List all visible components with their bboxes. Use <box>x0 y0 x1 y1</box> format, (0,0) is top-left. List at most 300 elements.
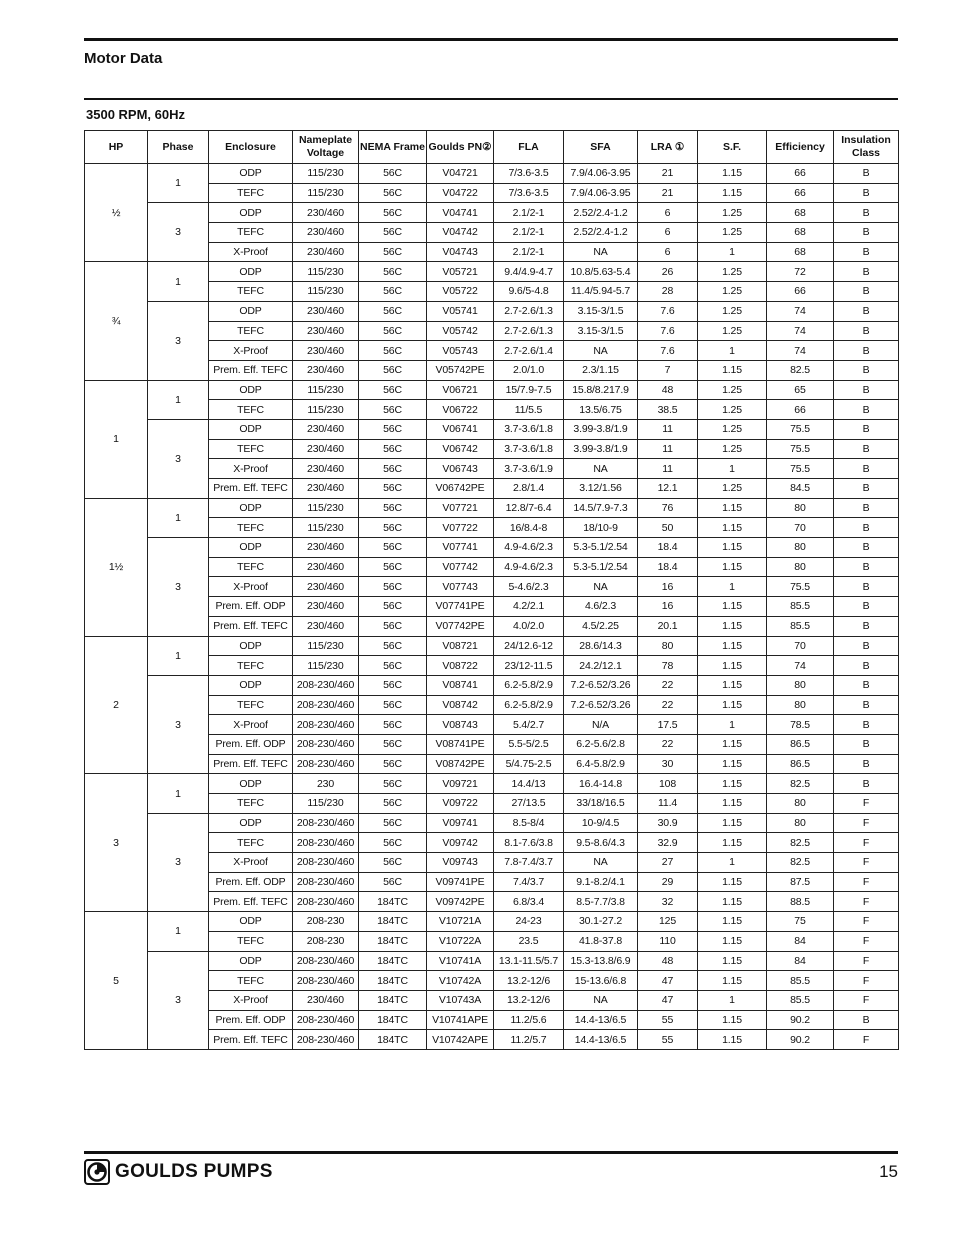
efficiency-cell: 88.5 <box>767 892 834 912</box>
enclosure-cell: TEFC <box>209 439 293 459</box>
nema-frame-cell: 56C <box>359 301 427 321</box>
insulation-class-cell: F <box>834 794 899 814</box>
insulation-class-cell: B <box>834 341 899 361</box>
goulds-pn-cell: V08742PE <box>427 754 494 774</box>
nameplate-voltage-cell: 208-230 <box>293 931 359 951</box>
nameplate-voltage-cell: 115/230 <box>293 380 359 400</box>
nema-frame-cell: 184TC <box>359 892 427 912</box>
table-row <box>85 951 899 971</box>
goulds-pn-cell: V04721 <box>427 164 494 184</box>
nema-frame-cell: 56C <box>359 616 427 636</box>
goulds-pn-cell: V07743 <box>427 577 494 597</box>
sfa-cell: 24.2/12.1 <box>564 656 638 676</box>
enclosure-cell: ODP <box>209 380 293 400</box>
sfa-cell: NA <box>564 459 638 479</box>
phase-cell: 3 <box>148 813 209 911</box>
nema-frame-cell: 184TC <box>359 990 427 1010</box>
lra-cell: 28 <box>638 282 698 302</box>
lra-cell: 7.6 <box>638 301 698 321</box>
efficiency-cell: 65 <box>767 380 834 400</box>
lra-cell: 6 <box>638 203 698 223</box>
fla-cell: 2.7-2.6/1.4 <box>494 341 564 361</box>
efficiency-cell: 82.5 <box>767 774 834 794</box>
efficiency-cell: 75.5 <box>767 459 834 479</box>
sfa-cell: N/A <box>564 715 638 735</box>
sfa-cell: 10-9/4.5 <box>564 813 638 833</box>
phase-cell: 3 <box>148 419 209 498</box>
fla-cell: 23.5 <box>494 931 564 951</box>
logo-text: GOULDS PUMPS <box>115 1161 273 1182</box>
sf-cell: 1.15 <box>698 538 767 558</box>
enclosure-cell: TEFC <box>209 223 293 243</box>
fla-cell: 4.0/2.0 <box>494 616 564 636</box>
sfa-cell: 16.4-14.8 <box>564 774 638 794</box>
insulation-class-cell: B <box>834 616 899 636</box>
fla-cell: 11.2/5.6 <box>494 1010 564 1030</box>
lra-cell: 76 <box>638 498 698 518</box>
goulds-pn-cell: V06743 <box>427 459 494 479</box>
table-row <box>85 636 899 656</box>
efficiency-cell: 68 <box>767 203 834 223</box>
insulation-class-cell: B <box>834 439 899 459</box>
sf-cell: 1.25 <box>698 282 767 302</box>
nameplate-voltage-cell: 230/460 <box>293 616 359 636</box>
fla-cell: 27/13.5 <box>494 794 564 814</box>
insulation-class-cell: B <box>834 360 899 380</box>
efficiency-cell: 72 <box>767 262 834 282</box>
goulds-pn-cell: V05721 <box>427 262 494 282</box>
col-header-nema-frame: NEMA Frame <box>359 131 427 164</box>
sfa-cell: 15.3-13.8/6.9 <box>564 951 638 971</box>
insulation-class-cell: B <box>834 538 899 558</box>
sfa-cell: 28.6/14.3 <box>564 636 638 656</box>
table-row <box>85 912 899 932</box>
sfa-cell: 5.3-5.1/2.54 <box>564 557 638 577</box>
fla-cell: 9.4/4.9-4.7 <box>494 262 564 282</box>
sfa-cell: 15.8/8.217.9 <box>564 380 638 400</box>
nema-frame-cell: 56C <box>359 242 427 262</box>
fla-cell: 4.2/2.1 <box>494 597 564 617</box>
sf-cell: 1 <box>698 459 767 479</box>
insulation-class-cell: B <box>834 518 899 538</box>
goulds-pn-cell: V07741 <box>427 538 494 558</box>
nema-frame-cell: 56C <box>359 360 427 380</box>
insulation-class-cell: B <box>834 675 899 695</box>
nema-frame-cell: 56C <box>359 439 427 459</box>
lra-cell: 27 <box>638 853 698 873</box>
insulation-class-cell: F <box>834 971 899 991</box>
efficiency-cell: 80 <box>767 675 834 695</box>
nameplate-voltage-cell: 208-230/460 <box>293 695 359 715</box>
efficiency-cell: 75.5 <box>767 577 834 597</box>
efficiency-cell: 86.5 <box>767 754 834 774</box>
goulds-pn-cell: V09741 <box>427 813 494 833</box>
phase-cell: 1 <box>148 380 209 419</box>
fla-cell: 4.9-4.6/2.3 <box>494 538 564 558</box>
goulds-pn-cell: V07721 <box>427 498 494 518</box>
sfa-cell: 4.5/2.25 <box>564 616 638 636</box>
col-header-efficiency: Efficiency <box>767 131 834 164</box>
fla-cell: 7.8-7.4/3.7 <box>494 853 564 873</box>
enclosure-cell: ODP <box>209 675 293 695</box>
insulation-class-cell: B <box>834 597 899 617</box>
nameplate-voltage-cell: 230/460 <box>293 301 359 321</box>
nema-frame-cell: 56C <box>359 695 427 715</box>
enclosure-cell: ODP <box>209 538 293 558</box>
nema-frame-cell: 56C <box>359 498 427 518</box>
enclosure-cell: Prem. Eff. TEFC <box>209 616 293 636</box>
insulation-class-cell: B <box>834 380 899 400</box>
sf-cell: 1.25 <box>698 400 767 420</box>
goulds-pn-cell: V07722 <box>427 518 494 538</box>
lra-cell: 29 <box>638 872 698 892</box>
sfa-cell: 5.3-5.1/2.54 <box>564 538 638 558</box>
sf-cell: 1.15 <box>698 971 767 991</box>
sfa-cell: 2.52/2.4-1.2 <box>564 223 638 243</box>
lra-cell: 50 <box>638 518 698 538</box>
sfa-cell: NA <box>564 577 638 597</box>
nema-frame-cell: 56C <box>359 872 427 892</box>
insulation-class-cell: B <box>834 301 899 321</box>
enclosure-cell: X-Proof <box>209 577 293 597</box>
nema-frame-cell: 56C <box>359 262 427 282</box>
sfa-cell: 11.4/5.94-5.7 <box>564 282 638 302</box>
sf-cell: 1 <box>698 990 767 1010</box>
fla-cell: 7.4/3.7 <box>494 872 564 892</box>
insulation-class-cell: B <box>834 636 899 656</box>
hp-cell: 3 <box>85 774 148 912</box>
nema-frame-cell: 56C <box>359 341 427 361</box>
lra-cell: 11 <box>638 439 698 459</box>
lra-cell: 22 <box>638 675 698 695</box>
sf-cell: 1.15 <box>698 1030 767 1050</box>
insulation-class-cell: B <box>834 321 899 341</box>
lra-cell: 32 <box>638 892 698 912</box>
insulation-class-cell: F <box>834 1030 899 1050</box>
nema-frame-cell: 56C <box>359 675 427 695</box>
enclosure-cell: Prem. Eff. TEFC <box>209 360 293 380</box>
sf-cell: 1.15 <box>698 794 767 814</box>
phase-cell: 1 <box>148 636 209 675</box>
fla-cell: 11/5.5 <box>494 400 564 420</box>
fla-cell: 8.1-7.6/3.8 <box>494 833 564 853</box>
sfa-cell: NA <box>564 242 638 262</box>
sfa-cell: 14.4-13/6.5 <box>564 1010 638 1030</box>
col-header-hp: HP <box>85 131 148 164</box>
sfa-cell: 7.9/4.06-3.95 <box>564 183 638 203</box>
enclosure-cell: ODP <box>209 951 293 971</box>
insulation-class-cell: B <box>834 734 899 754</box>
nema-frame-cell: 56C <box>359 656 427 676</box>
insulation-class-cell: B <box>834 774 899 794</box>
col-header-goulds-pn: Goulds PN② <box>427 131 494 164</box>
enclosure-cell: ODP <box>209 203 293 223</box>
efficiency-cell: 70 <box>767 636 834 656</box>
sf-cell: 1.25 <box>698 223 767 243</box>
sf-cell: 1.15 <box>698 774 767 794</box>
table-row <box>85 538 899 558</box>
sf-cell: 1.25 <box>698 301 767 321</box>
efficiency-cell: 80 <box>767 695 834 715</box>
sf-cell: 1.25 <box>698 439 767 459</box>
nameplate-voltage-cell: 208-230/460 <box>293 951 359 971</box>
efficiency-cell: 84 <box>767 951 834 971</box>
sf-cell: 1.25 <box>698 380 767 400</box>
insulation-class-cell: B <box>834 183 899 203</box>
fla-cell: 5/4.75-2.5 <box>494 754 564 774</box>
goulds-pn-cell: V05741 <box>427 301 494 321</box>
lra-cell: 7.6 <box>638 341 698 361</box>
sfa-cell: 33/18/16.5 <box>564 794 638 814</box>
sf-cell: 1.25 <box>698 262 767 282</box>
nema-frame-cell: 56C <box>359 813 427 833</box>
efficiency-cell: 66 <box>767 282 834 302</box>
nameplate-voltage-cell: 115/230 <box>293 794 359 814</box>
sfa-cell: 6.4-5.8/2.9 <box>564 754 638 774</box>
goulds-pn-cell: V10722A <box>427 931 494 951</box>
fla-cell: 16/8.4-8 <box>494 518 564 538</box>
hp-cell: ½ <box>85 164 148 262</box>
enclosure-cell: ODP <box>209 419 293 439</box>
insulation-class-cell: B <box>834 459 899 479</box>
lra-cell: 16 <box>638 597 698 617</box>
goulds-pn-cell: V10741A <box>427 951 494 971</box>
nameplate-voltage-cell: 230/460 <box>293 360 359 380</box>
sfa-cell: 10.8/5.63-5.4 <box>564 262 638 282</box>
enclosure-cell: X-Proof <box>209 990 293 1010</box>
sf-cell: 1.15 <box>698 1010 767 1030</box>
nameplate-voltage-cell: 230/460 <box>293 479 359 499</box>
sf-cell: 1.15 <box>698 518 767 538</box>
enclosure-cell: TEFC <box>209 183 293 203</box>
sf-cell: 1 <box>698 853 767 873</box>
goulds-pn-cell: V08742 <box>427 695 494 715</box>
nema-frame-cell: 56C <box>359 734 427 754</box>
col-header-sf: S.F. <box>698 131 767 164</box>
nameplate-voltage-cell: 230/460 <box>293 419 359 439</box>
table-row <box>85 262 899 282</box>
nameplate-voltage-cell: 208-230/460 <box>293 1010 359 1030</box>
table-row <box>85 203 899 223</box>
nema-frame-cell: 56C <box>359 183 427 203</box>
enclosure-cell: TEFC <box>209 282 293 302</box>
fla-cell: 11.2/5.7 <box>494 1030 564 1050</box>
nema-frame-cell: 56C <box>359 597 427 617</box>
phase-cell: 1 <box>148 164 209 203</box>
fla-cell: 12.8/7-6.4 <box>494 498 564 518</box>
fla-cell: 5.5-5/2.5 <box>494 734 564 754</box>
goulds-pn-cell: V06741 <box>427 419 494 439</box>
phase-cell: 1 <box>148 912 209 951</box>
lra-cell: 38.5 <box>638 400 698 420</box>
fla-cell: 3.7-3.6/1.8 <box>494 419 564 439</box>
fla-cell: 13.1-11.5/5.7 <box>494 951 564 971</box>
efficiency-cell: 75 <box>767 912 834 932</box>
sf-cell: 1.25 <box>698 419 767 439</box>
insulation-class-cell: F <box>834 892 899 912</box>
lra-cell: 30.9 <box>638 813 698 833</box>
lra-cell: 21 <box>638 183 698 203</box>
efficiency-cell: 84.5 <box>767 479 834 499</box>
nameplate-voltage-cell: 115/230 <box>293 183 359 203</box>
lra-cell: 21 <box>638 164 698 184</box>
goulds-pn-cell: V04741 <box>427 203 494 223</box>
sf-cell: 1.15 <box>698 872 767 892</box>
nameplate-voltage-cell: 230/460 <box>293 990 359 1010</box>
goulds-pn-cell: V10741APE <box>427 1010 494 1030</box>
efficiency-cell: 74 <box>767 301 834 321</box>
insulation-class-cell: B <box>834 400 899 420</box>
col-header-phase: Phase <box>148 131 209 164</box>
efficiency-cell: 66 <box>767 164 834 184</box>
nema-frame-cell: 184TC <box>359 931 427 951</box>
nema-frame-cell: 56C <box>359 794 427 814</box>
enclosure-cell: ODP <box>209 813 293 833</box>
insulation-class-cell: B <box>834 479 899 499</box>
fla-cell: 8.5-8/4 <box>494 813 564 833</box>
goulds-pn-cell: V05722 <box>427 282 494 302</box>
sf-cell: 1 <box>698 242 767 262</box>
nema-frame-cell: 56C <box>359 419 427 439</box>
lra-cell: 47 <box>638 990 698 1010</box>
efficiency-cell: 75.5 <box>767 439 834 459</box>
goulds-pn-cell: V09742PE <box>427 892 494 912</box>
lra-cell: 48 <box>638 380 698 400</box>
goulds-pn-cell: V10721A <box>427 912 494 932</box>
fla-cell: 2.7-2.6/1.3 <box>494 301 564 321</box>
efficiency-cell: 74 <box>767 341 834 361</box>
goulds-pn-cell: V09721 <box>427 774 494 794</box>
lra-cell: 18.4 <box>638 538 698 558</box>
lra-cell: 6 <box>638 223 698 243</box>
phase-cell: 1 <box>148 498 209 537</box>
lra-cell: 108 <box>638 774 698 794</box>
sf-cell: 1.15 <box>698 695 767 715</box>
sf-cell: 1.15 <box>698 675 767 695</box>
nameplate-voltage-cell: 208-230/460 <box>293 734 359 754</box>
insulation-class-cell: B <box>834 419 899 439</box>
sf-cell: 1.15 <box>698 912 767 932</box>
nema-frame-cell: 56C <box>359 459 427 479</box>
enclosure-cell: ODP <box>209 262 293 282</box>
sf-cell: 1.15 <box>698 754 767 774</box>
goulds-pn-cell: V05743 <box>427 341 494 361</box>
sfa-cell: 3.12/1.56 <box>564 479 638 499</box>
sf-cell: 1.15 <box>698 833 767 853</box>
fla-cell: 5-4.6/2.3 <box>494 577 564 597</box>
goulds-pn-cell: V09722 <box>427 794 494 814</box>
sf-cell: 1.15 <box>698 183 767 203</box>
efficiency-cell: 86.5 <box>767 734 834 754</box>
insulation-class-cell: B <box>834 1010 899 1030</box>
sf-cell: 1.15 <box>698 931 767 951</box>
goulds-pn-cell: V04742 <box>427 223 494 243</box>
sfa-cell: 13.5/6.75 <box>564 400 638 420</box>
col-header-fla: FLA <box>494 131 564 164</box>
motor-data-table <box>84 130 899 1050</box>
nameplate-voltage-cell: 115/230 <box>293 636 359 656</box>
sf-cell: 1.15 <box>698 498 767 518</box>
efficiency-cell: 82.5 <box>767 833 834 853</box>
hp-cell: 2 <box>85 636 148 774</box>
goulds-pn-cell: V06721 <box>427 380 494 400</box>
table-header-row <box>85 131 899 164</box>
insulation-class-cell: B <box>834 577 899 597</box>
goulds-pn-cell: V10743A <box>427 990 494 1010</box>
lra-cell: 80 <box>638 636 698 656</box>
goulds-pn-cell: V10742A <box>427 971 494 991</box>
lra-cell: 20.1 <box>638 616 698 636</box>
lra-cell: 11 <box>638 419 698 439</box>
enclosure-cell: TEFC <box>209 794 293 814</box>
nema-frame-cell: 184TC <box>359 1010 427 1030</box>
enclosure-cell: X-Proof <box>209 459 293 479</box>
fla-cell: 4.9-4.6/2.3 <box>494 557 564 577</box>
lra-cell: 48 <box>638 951 698 971</box>
phase-cell: 3 <box>148 203 209 262</box>
efficiency-cell: 70 <box>767 518 834 538</box>
goulds-logo-icon <box>84 1159 110 1185</box>
enclosure-cell: TEFC <box>209 321 293 341</box>
nema-frame-cell: 56C <box>359 479 427 499</box>
nameplate-voltage-cell: 115/230 <box>293 164 359 184</box>
nameplate-voltage-cell: 208-230/460 <box>293 1030 359 1050</box>
enclosure-cell: X-Proof <box>209 853 293 873</box>
sf-cell: 1.15 <box>698 813 767 833</box>
lra-cell: 22 <box>638 695 698 715</box>
sfa-cell: 14.5/7.9-7.3 <box>564 498 638 518</box>
goulds-pn-cell: V08743 <box>427 715 494 735</box>
insulation-class-cell: B <box>834 557 899 577</box>
table-row <box>85 301 899 321</box>
lra-cell: 7.6 <box>638 321 698 341</box>
goulds-pn-cell: V06742PE <box>427 479 494 499</box>
sfa-cell: 2.52/2.4-1.2 <box>564 203 638 223</box>
goulds-pn-cell: V08721 <box>427 636 494 656</box>
insulation-class-cell: B <box>834 656 899 676</box>
insulation-class-cell: F <box>834 853 899 873</box>
enclosure-cell: TEFC <box>209 656 293 676</box>
fla-cell: 6.2-5.8/2.9 <box>494 695 564 715</box>
sfa-cell: 7.9/4.06-3.95 <box>564 164 638 184</box>
insulation-class-cell: B <box>834 242 899 262</box>
fla-cell: 2.1/2-1 <box>494 242 564 262</box>
insulation-class-cell: B <box>834 223 899 243</box>
sfa-cell: 3.15-3/1.5 <box>564 301 638 321</box>
insulation-class-cell: B <box>834 262 899 282</box>
fla-cell: 9.6/5-4.8 <box>494 282 564 302</box>
efficiency-cell: 82.5 <box>767 360 834 380</box>
nema-frame-cell: 56C <box>359 518 427 538</box>
goulds-pn-cell: V05742PE <box>427 360 494 380</box>
enclosure-cell: Prem. Eff. TEFC <box>209 479 293 499</box>
goulds-pn-cell: V08722 <box>427 656 494 676</box>
sfa-cell: 9.1-8.2/4.1 <box>564 872 638 892</box>
lra-cell: 12.1 <box>638 479 698 499</box>
fla-cell: 14.4/13 <box>494 774 564 794</box>
nema-frame-cell: 56C <box>359 321 427 341</box>
insulation-class-cell: F <box>834 813 899 833</box>
lra-cell: 55 <box>638 1030 698 1050</box>
goulds-pn-cell: V09741PE <box>427 872 494 892</box>
sfa-cell: 7.2-6.52/3.26 <box>564 675 638 695</box>
table-row <box>85 419 899 439</box>
enclosure-cell: TEFC <box>209 971 293 991</box>
lra-cell: 11 <box>638 459 698 479</box>
enclosure-cell: X-Proof <box>209 715 293 735</box>
lra-cell: 17.5 <box>638 715 698 735</box>
enclosure-cell: X-Proof <box>209 242 293 262</box>
